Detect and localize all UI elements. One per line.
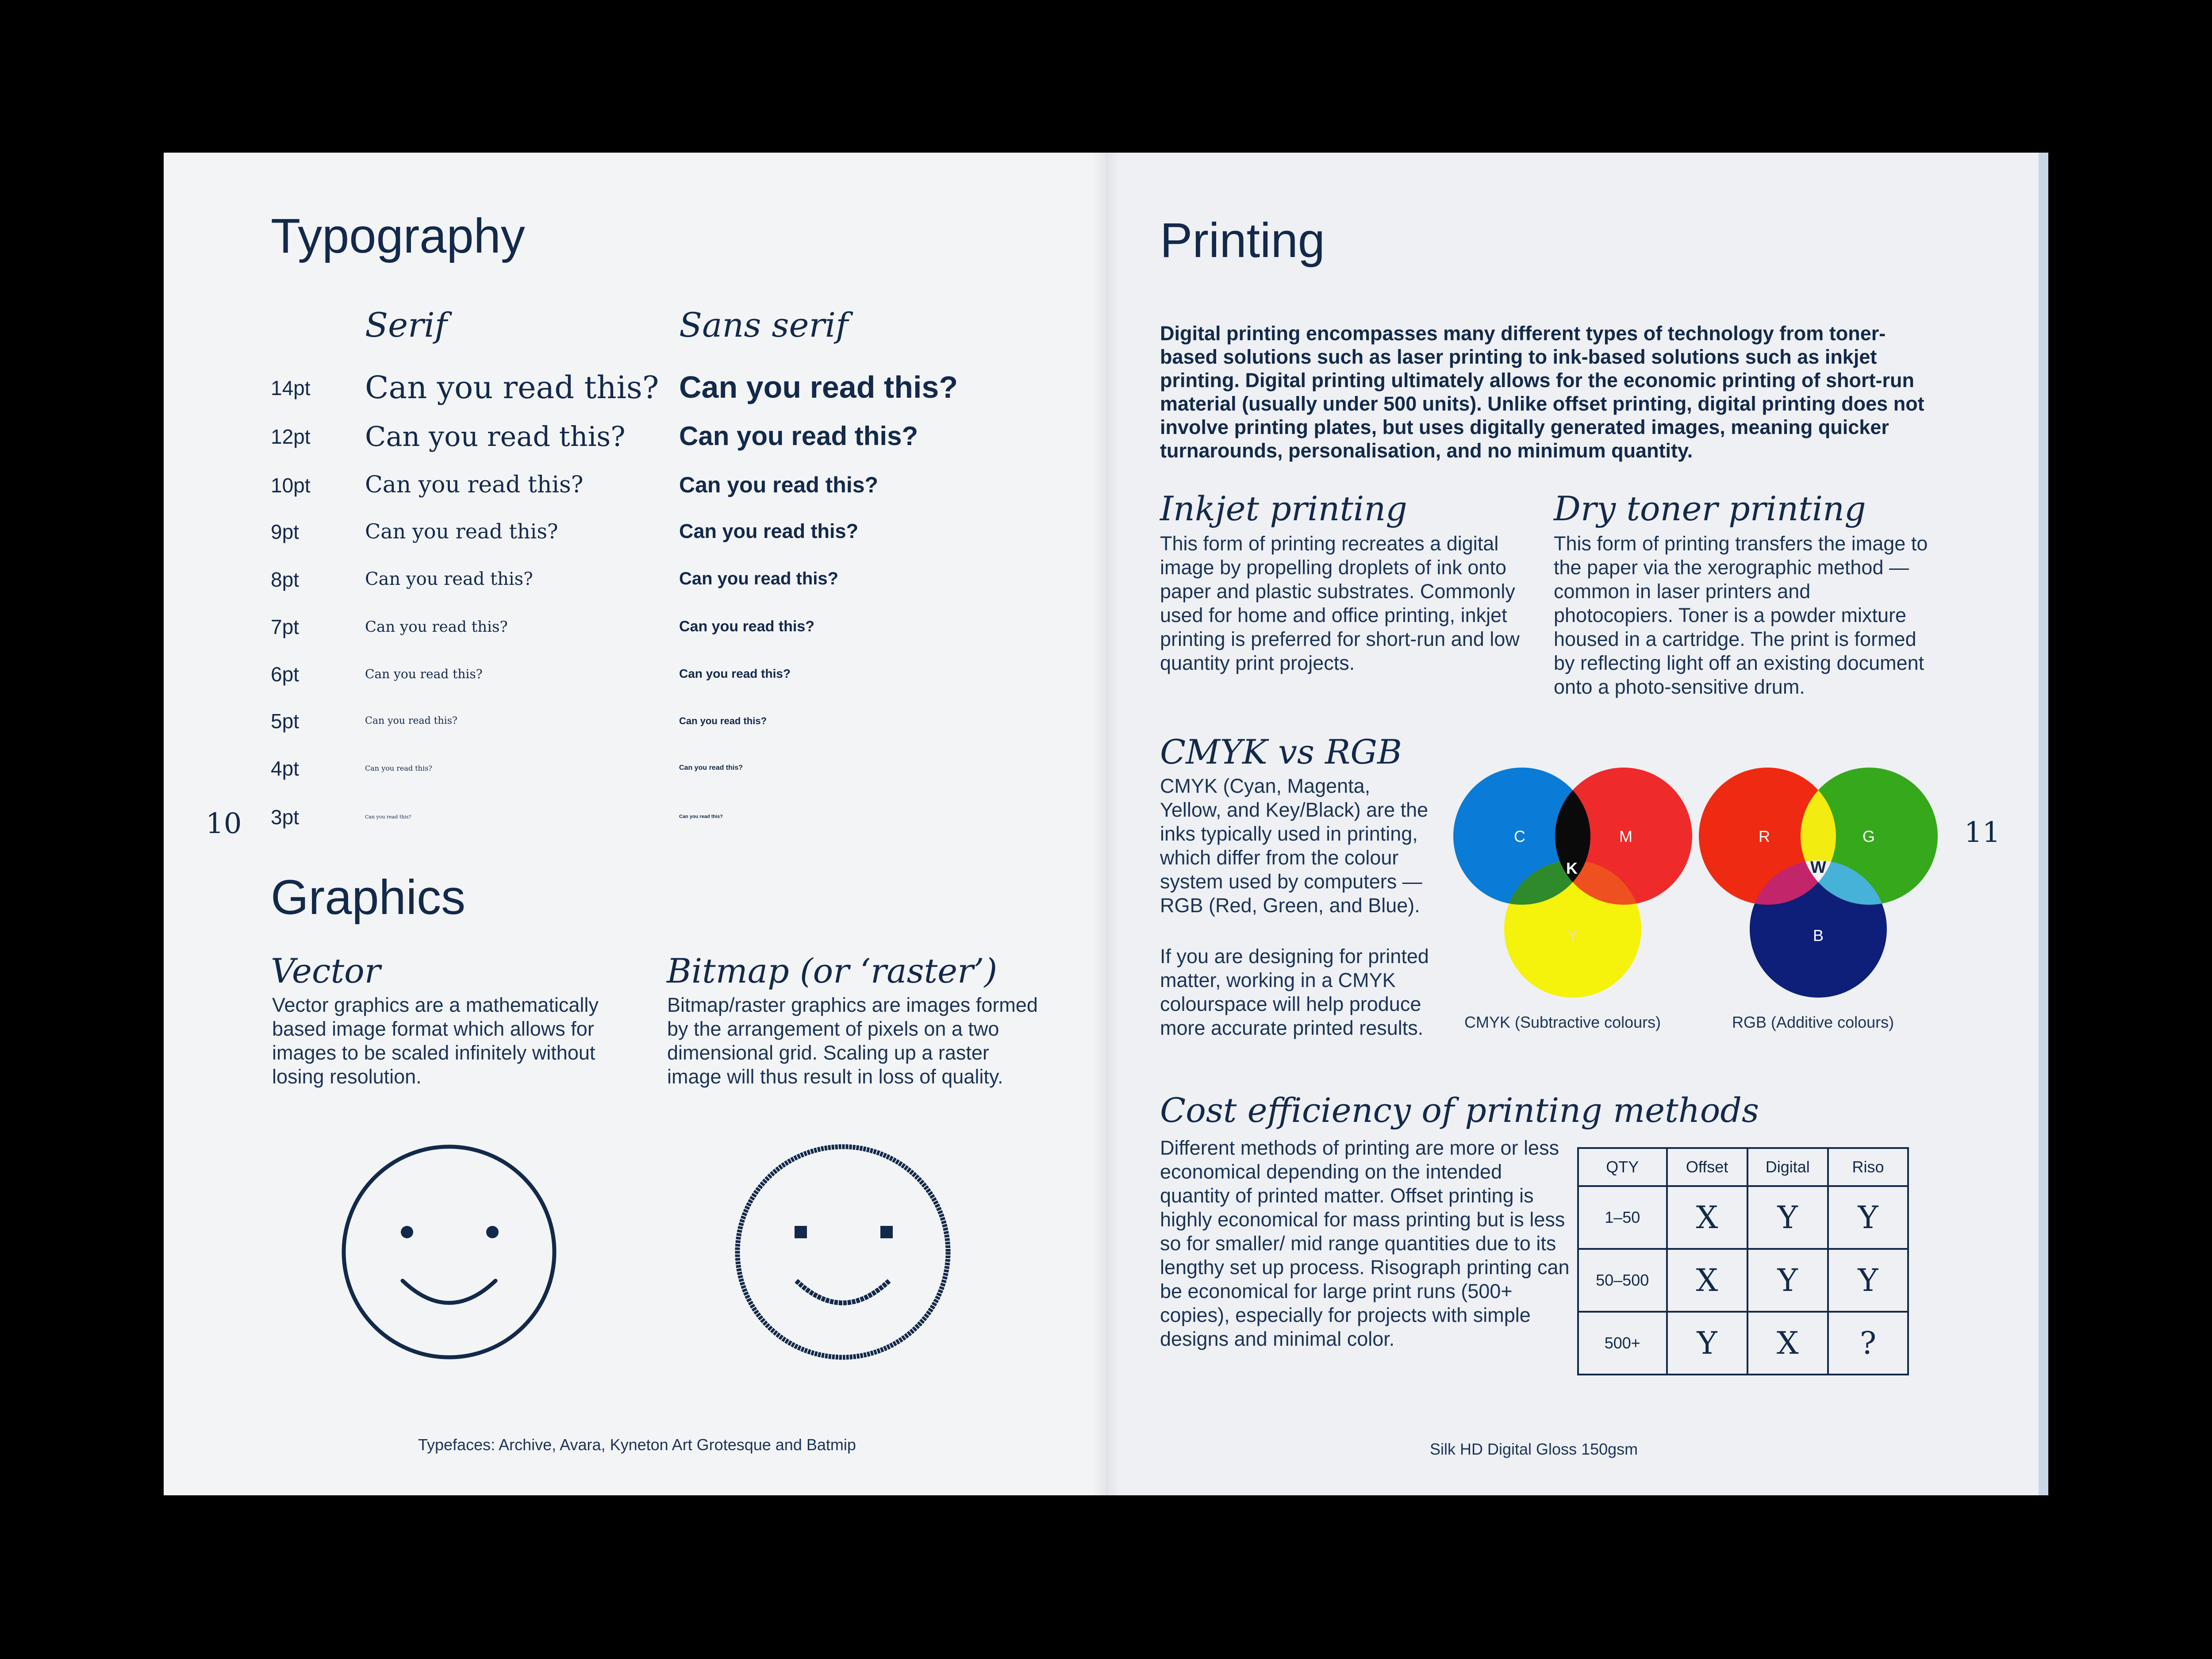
serif-sample: Can you read this? <box>365 667 483 682</box>
point-size-label: 10pt <box>271 474 311 497</box>
sans-serif-sample: Can you read this? <box>679 715 767 726</box>
table-row <box>1578 1186 1908 1249</box>
right-footer: Silk HD Digital Gloss 150gsm <box>1430 1440 1638 1458</box>
vector-description: Vector graphics are a mathematically based image format which allows for images to be scaled infinitely without losing resolution. <box>272 994 599 1088</box>
bitmap-heading: Bitmap (or ‘raster’) <box>667 951 998 991</box>
serif-sample: Can you read this? <box>365 618 508 636</box>
riso-cell: Y <box>1828 1186 1908 1249</box>
point-size-label: 9pt <box>271 520 299 543</box>
inkjet-heading: Inkjet printing <box>1160 489 1407 528</box>
g-label: G <box>1863 827 1875 845</box>
left-page <box>164 153 1106 1495</box>
sans-serif-sample: Can you read this? <box>679 667 791 681</box>
digital-cell: Y <box>1747 1186 1828 1249</box>
cmyk-advice: If you are designing for printed matter, working in a CMYK colourspace will help produce more accurate printed results. <box>1160 945 1429 1039</box>
serif-sample: Can you read this? <box>365 471 584 498</box>
cmyk-rgb-heading: CMYK vs RGB <box>1160 732 1402 772</box>
cost-efficiency-table <box>1577 1147 1909 1375</box>
table-row <box>1578 1249 1908 1312</box>
offset-cell: X <box>1667 1186 1747 1249</box>
dry-toner-description: This form of printing transfers the image to the paper via the xerographic method — common in laser printers and photocopiers. Toner is a powder mixture housed in a cartridge. The print is formed by reflecting light off an existing document onto a photo-sensitive drum. <box>1554 532 1928 698</box>
header-digital: Digital <box>1747 1148 1828 1186</box>
point-size-label: 8pt <box>271 568 299 591</box>
w-label: W <box>1810 858 1826 877</box>
riso-cell: ? <box>1828 1312 1908 1375</box>
sans-serif-sample: Can you read this? <box>679 370 958 404</box>
serif-sample: Can you read this? <box>365 519 558 544</box>
qty-cell: 500+ <box>1578 1312 1667 1375</box>
point-size-label: 4pt <box>271 757 299 780</box>
vector-smiley-icon <box>341 1144 557 1360</box>
inkjet-description: This form of printing recreates a digital image by propelling droplets of ink onto paper and plastic substrates. Commonly used for home and office printing, inkjet printing is preferred for short-run and low quantity print projects. <box>1160 532 1520 674</box>
cost-efficiency-heading: Cost efficiency of printing methods <box>1160 1091 1759 1130</box>
bitmap-description: Bitmap/raster graphics are images formed by the arrangement of pixels on a two dimensional grid. Scaling up a raster image will thus result in loss of quality. <box>667 994 1038 1088</box>
printing-heading: Printing <box>1160 213 1325 268</box>
y-label: Y <box>1567 926 1578 945</box>
serif-sample: Can you read this? <box>365 814 411 820</box>
point-size-label: 5pt <box>271 710 299 733</box>
point-size-label: 14pt <box>271 376 311 399</box>
offset-cell: Y <box>1667 1312 1747 1375</box>
sans-serif-sample: Can you read this? <box>679 520 859 542</box>
k-label: K <box>1566 859 1578 877</box>
rgb-venn-diagram <box>1699 768 1938 998</box>
r-label: R <box>1759 827 1770 845</box>
table-header-row <box>1578 1148 1908 1186</box>
qty-cell: 50–500 <box>1578 1249 1667 1312</box>
left-footer: Typefaces: Archive, Avara, Kyneton Art Grotesque and Batmip <box>418 1436 856 1454</box>
bitmap-smiley-icon <box>734 1144 951 1360</box>
spine-shadow <box>1093 153 1119 1495</box>
sans-serif-sample: Can you read this? <box>679 814 723 820</box>
serif-sample: Can you read this? <box>365 764 432 773</box>
digital-cell: X <box>1747 1312 1828 1375</box>
serif-sample: Can you read this? <box>365 715 457 726</box>
sans-serif-sample: Can you read this? <box>679 472 879 497</box>
sans-serif-sample: Can you read this? <box>679 421 918 451</box>
c-label: C <box>1514 827 1525 845</box>
dry-toner-heading: Dry toner printing <box>1554 489 1866 528</box>
qty-cell: 1–50 <box>1578 1186 1667 1249</box>
page-number-left: 10 <box>206 807 242 840</box>
riso-cell: Y <box>1828 1249 1908 1312</box>
m-label: M <box>1619 827 1632 845</box>
page-number-right: 11 <box>1964 816 2001 849</box>
cmyk-description: CMYK (Cyan, Magenta, Yellow, and Key/Black) are the inks typically used in printing, which differ from the colour system used by computers — RGB (Red, Green, and Blue). <box>1160 775 1429 917</box>
cmyk-venn-diagram <box>1453 768 1692 998</box>
sans-serif-column-heading: Sans serif <box>679 305 849 345</box>
digital-cell: Y <box>1747 1249 1828 1312</box>
sans-serif-sample: Can you read this? <box>679 569 839 588</box>
b-label: B <box>1813 926 1824 945</box>
point-size-label: 7pt <box>271 615 299 638</box>
point-size-label: 3pt <box>271 806 299 829</box>
serif-sample: Can you read this? <box>365 369 659 406</box>
graphics-heading: Graphics <box>271 870 466 925</box>
vector-heading: Vector <box>271 951 381 991</box>
rgb-caption: RGB (Additive colours) <box>1732 1013 1894 1031</box>
header-qty: QTY <box>1578 1148 1667 1186</box>
printing-intro: Digital printing encompasses many different types of technology from toner-based solutions such as laser printing to ink-based solutions such as inkjet printing. Digital printing ultimately allows for the economic printing of short-run material (usually under 500 units). Unlike offset printing, digital printing does not involve printing plates, but uses digitally generated images, meaning quicker turnarounds, personalisation, and no minimum quantity. <box>1160 322 1924 462</box>
point-size-label: 12pt <box>271 425 311 448</box>
typography-heading: Typography <box>271 209 525 263</box>
sans-serif-sample: Can you read this? <box>679 618 815 635</box>
sans-serif-sample: Can you read this? <box>679 764 743 772</box>
cmyk-caption: CMYK (Subtractive colours) <box>1464 1013 1661 1031</box>
serif-sample: Can you read this? <box>365 420 626 453</box>
offset-cell: X <box>1667 1249 1747 1312</box>
header-offset: Offset <box>1667 1148 1747 1186</box>
point-size-label: 6pt <box>271 663 299 686</box>
header-riso: Riso <box>1828 1148 1908 1186</box>
table-row <box>1578 1312 1908 1375</box>
cost-efficiency-description: Different methods of printing are more or less economical depending on the intended quantity of printed matter. Offset printing is highly economical for mass printing but is less so for smaller/ mid range quantities due to its lengthy set up process. Risograph printing can be economical for large print runs (500+ copies), especially for projects with simple designs and minimal color. <box>1160 1137 1570 1350</box>
serif-sample: Can you read this? <box>365 569 533 589</box>
serif-column-heading: Serif <box>365 305 447 345</box>
